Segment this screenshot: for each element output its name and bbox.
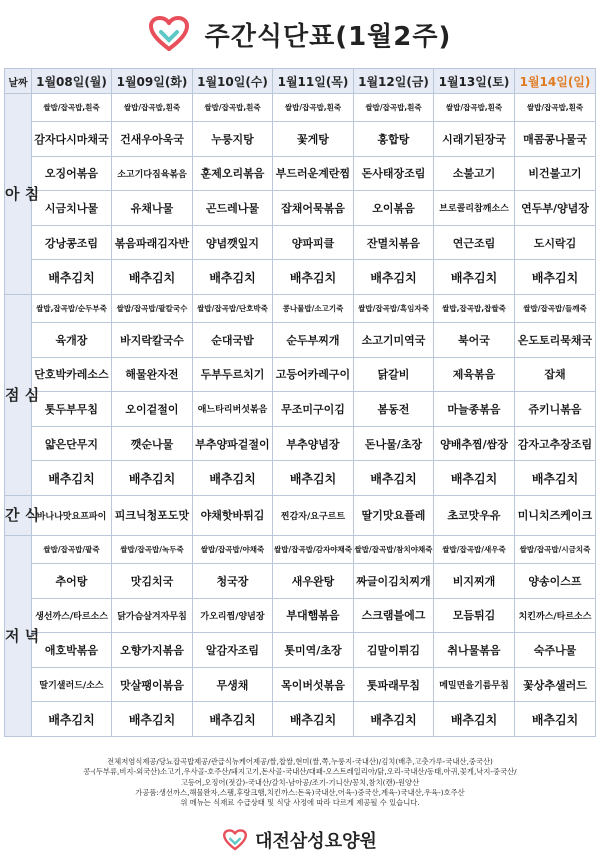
footer-line: 전체저염식제공/당뇨잡곡밥제공/관급식뉴케어제공/쌀,찹쌀,현미(쌀,쪽,누룽지-국내산)/김치(배추,고춧가루-국내산,중국산) bbox=[107, 757, 493, 766]
menu-cell: 비지찌개 bbox=[434, 563, 515, 598]
menu-cell: 배추김치 bbox=[354, 260, 434, 295]
menu-cell: 단호박카레소스 bbox=[32, 357, 112, 392]
menu-cell: 시래기된장국 bbox=[434, 122, 515, 157]
menu-cell: 배추김치 bbox=[515, 260, 596, 295]
menu-cell: 맛김치국 bbox=[112, 563, 193, 598]
menu-cell: 배추김치 bbox=[112, 461, 193, 496]
menu-cell: 북어국 bbox=[434, 322, 515, 357]
menu-cell: 부드러운계란찜 bbox=[273, 156, 354, 191]
dinner-row bbox=[5, 563, 596, 598]
lunch-row bbox=[5, 294, 596, 322]
menu-cell: 시금치나물 bbox=[32, 191, 112, 226]
menu-cell: 야채핫바튀김 bbox=[193, 495, 273, 535]
day-header: 1월13일(토) bbox=[434, 69, 515, 94]
menu-cell: 미니치즈케이크 bbox=[515, 495, 596, 535]
menu-cell: 배추김치 bbox=[32, 260, 112, 295]
menu-cell: 꽃상추샐러드 bbox=[515, 667, 596, 702]
menu-cell: 청국장 bbox=[193, 563, 273, 598]
menu-cell: 쌀밥/잡곡밥/참치야채죽 bbox=[354, 535, 434, 563]
menu-cell: 잡채어묵볶음 bbox=[273, 191, 354, 226]
menu-cell: 배추김치 bbox=[193, 461, 273, 496]
menu-cell: 배추김치 bbox=[273, 702, 354, 737]
menu-cell: 쌀밥/잡곡밥,흰죽 bbox=[273, 94, 354, 122]
menu-cell: 바나나맛요프파이 bbox=[32, 495, 112, 535]
menu-cell: 톳미역/초장 bbox=[273, 633, 354, 668]
menu-cell: 배추김치 bbox=[193, 702, 273, 737]
menu-cell: 닭가슴살겨자무침 bbox=[112, 598, 193, 633]
menu-cell: 쌀밥/잡곡밥/새우죽 bbox=[434, 535, 515, 563]
menu-cell: 브로콜리참깨소스 bbox=[434, 191, 515, 226]
menu-cell: 잡채 bbox=[515, 357, 596, 392]
menu-cell: 볶음파래김자반 bbox=[112, 225, 193, 260]
menu-cell: 순두부찌개 bbox=[273, 322, 354, 357]
footer-line: 가공품:생선까스,해물완자,스팸,후랑크햄,치킨까스:돈육)국내산,어육-)중국산,계육-)국내산,우육-)호주산 bbox=[135, 788, 465, 798]
menu-cell: 홍합탕 bbox=[354, 122, 434, 157]
menu-cell: 양념깻잎지 bbox=[193, 225, 273, 260]
menu-cell: 배추김치 bbox=[273, 461, 354, 496]
dinner-row bbox=[5, 667, 596, 702]
menu-cell: 피크닉청포도맛 bbox=[112, 495, 193, 535]
heart-logo-icon bbox=[149, 16, 189, 52]
menu-cell: 톳파래무침 bbox=[354, 667, 434, 702]
dinner-row bbox=[5, 633, 596, 668]
lunch-row bbox=[5, 357, 596, 392]
lunch-row bbox=[5, 392, 596, 427]
dinner-row bbox=[5, 702, 596, 737]
menu-cell: 취나물볶음 bbox=[434, 633, 515, 668]
menu-cell: 쌀밥/잡곡밥,흰죽 bbox=[32, 94, 112, 122]
footer-line: 위 메뉴는 식재료 수급상태 및 식당 사정에 따라 다르게 제공될 수 있습니다. bbox=[180, 798, 420, 808]
menu-cell: 쌀밥/잡곡밥/녹두죽 bbox=[112, 535, 193, 563]
menu-cell: 돈사태장조림 bbox=[354, 156, 434, 191]
menu-cell: 오향가지볶음 bbox=[112, 633, 193, 668]
day-header: 1월08일(월) bbox=[32, 69, 112, 94]
menu-cell: 매콤콩나물국 bbox=[515, 122, 596, 157]
menu-cell: 쌀밥/잡곡밥/야채죽 bbox=[193, 535, 273, 563]
menu-cell: 건새우아욱국 bbox=[112, 122, 193, 157]
menu-cell: 맛살팽이볶음 bbox=[112, 667, 193, 702]
breakfast-row bbox=[5, 156, 596, 191]
menu-cell: 온도토리묵채국 bbox=[515, 322, 596, 357]
menu-cell: 찐감자/요구르트 bbox=[273, 495, 354, 535]
menu-cell: 배추김치 bbox=[112, 702, 193, 737]
menu-cell: 쌀밥/잡곡밥/흑임자죽 bbox=[354, 294, 434, 322]
day-header: 1월14일(일) bbox=[515, 69, 596, 94]
menu-cell: 배추김치 bbox=[515, 461, 596, 496]
lunch-row bbox=[5, 426, 596, 461]
menu-cell: 톳두부무침 bbox=[32, 392, 112, 427]
menu-cell: 애느타리버섯볶음 bbox=[193, 392, 273, 427]
day-header: 1월12일(금) bbox=[354, 69, 434, 94]
dinner-row bbox=[5, 598, 596, 633]
menu-cell: 부추양파겉절이 bbox=[193, 426, 273, 461]
menu-cell: 생선까스/타르소스 bbox=[32, 598, 112, 633]
menu-cell: 잔멸치볶음 bbox=[354, 225, 434, 260]
menu-cell: 쌀밥/잡곡밥/팥칼국수 bbox=[112, 294, 193, 322]
menu-cell: 해물완자전 bbox=[112, 357, 193, 392]
breakfast-row bbox=[5, 225, 596, 260]
menu-cell: 오징어볶음 bbox=[32, 156, 112, 191]
brand-footer bbox=[0, 822, 600, 858]
menu-cell: 바지락칼국수 bbox=[112, 322, 193, 357]
menu-cell: 스크램블에그 bbox=[354, 598, 434, 633]
menu-cell: 양송이스프 bbox=[515, 563, 596, 598]
menu-cell: 쌀밥/잡곡밥,흰죽 bbox=[193, 94, 273, 122]
footer-line: 콩-(두부류,비지-외국산)소고기,우사골-호주산/돼지고기,돈사골-국내산/대패-오스트레일리아/닭,오리-국내산/동태,아귀,꽃게,낙지-중국산/ bbox=[83, 767, 517, 777]
menu-cell: 쌀밥/잡곡밥/들깨죽 bbox=[515, 294, 596, 322]
menu-cell: 훈제오리볶음 bbox=[193, 156, 273, 191]
menu-cell: 누룽지탕 bbox=[193, 122, 273, 157]
menu-cell: 연두부/양념장 bbox=[515, 191, 596, 226]
page-title: 주간식단표(1월2주) bbox=[204, 21, 452, 52]
header-row bbox=[5, 69, 596, 94]
footer-line: 고등어,오징어(젓갈)-국내산/갈치-남아공/조기-기니산/꽁치,참치(캔)-원양산 bbox=[180, 777, 420, 787]
breakfast-row bbox=[5, 94, 596, 122]
menu-cell: 연근조림 bbox=[434, 225, 515, 260]
menu-cell: 배추김치 bbox=[32, 461, 112, 496]
menu-cell: 봄동전 bbox=[354, 392, 434, 427]
menu-cell: 김말이튀김 bbox=[354, 633, 434, 668]
menu-cell: 배추김치 bbox=[354, 702, 434, 737]
menu-cell: 양배추찜/쌈장 bbox=[434, 426, 515, 461]
menu-cell: 무조미구이김 bbox=[273, 392, 354, 427]
menu-cell: 돈나물/초장 bbox=[354, 426, 434, 461]
menu-cell: 제육볶음 bbox=[434, 357, 515, 392]
menu-cell: 소불고기 bbox=[434, 156, 515, 191]
menu-cell: 감자고추장조림 bbox=[515, 426, 596, 461]
menu-cell: 고등어카레구이 bbox=[273, 357, 354, 392]
menu-cell: 마늘종볶음 bbox=[434, 392, 515, 427]
menu-cell: 쌀밥/잡곡밥,흰죽 bbox=[112, 94, 193, 122]
menu-cell: 두부두르치기 bbox=[193, 357, 273, 392]
menu-cell: 쌀밥,잡곡밥/순두부죽 bbox=[32, 294, 112, 322]
menu-cell: 쌀밥/잡곡밥,흰죽 bbox=[434, 94, 515, 122]
menu-cell: 배추김치 bbox=[515, 702, 596, 737]
snack-label: 간 식 bbox=[5, 495, 32, 535]
menu-cell: 무생채 bbox=[193, 667, 273, 702]
menu-cell: 목이버섯볶음 bbox=[273, 667, 354, 702]
lunch-row bbox=[5, 322, 596, 357]
menu-cell: 양파피클 bbox=[273, 225, 354, 260]
menu-cell: 딸기샐러드/소스 bbox=[32, 667, 112, 702]
menu-cell: 소고기미역국 bbox=[354, 322, 434, 357]
lunch-label: 점 심 bbox=[5, 294, 32, 495]
day-header: 1월10일(수) bbox=[193, 69, 273, 94]
menu-cell: 꽃게탕 bbox=[273, 122, 354, 157]
menu-cell: 부추양념장 bbox=[273, 426, 354, 461]
dinner-label: 저 녁 bbox=[5, 535, 32, 736]
heart-logo-icon bbox=[223, 829, 247, 851]
breakfast-row bbox=[5, 191, 596, 226]
menu-cell: 얇은단무지 bbox=[32, 426, 112, 461]
menu-cell: 배추김치 bbox=[434, 702, 515, 737]
menu-cell: 추어탕 bbox=[32, 563, 112, 598]
menu-cell: 배추김치 bbox=[32, 702, 112, 737]
menu-cell: 짜글이김치찌개 bbox=[354, 563, 434, 598]
menu-cell: 순대국밥 bbox=[193, 322, 273, 357]
brand-name: 대전삼성요양원 bbox=[255, 831, 377, 852]
menu-cell: 부대햄볶음 bbox=[273, 598, 354, 633]
menu-cell: 숙주나물 bbox=[515, 633, 596, 668]
menu-cell: 새우완탕 bbox=[273, 563, 354, 598]
menu-cell: 초코맛우유 bbox=[434, 495, 515, 535]
lunch-row bbox=[5, 461, 596, 496]
dinner-row bbox=[5, 535, 596, 563]
menu-cell: 쌀밥/잡곡밥,흰죽 bbox=[354, 94, 434, 122]
menu-cell: 배추김치 bbox=[112, 260, 193, 295]
menu-cell: 쌀밥/잡곡밥/감자야채죽 bbox=[273, 535, 354, 563]
title-bar bbox=[0, 0, 600, 68]
menu-cell: 쌀밥,잡곡밥,찹쌀죽 bbox=[434, 294, 515, 322]
menu-cell: 콩나물밥/소고기죽 bbox=[273, 294, 354, 322]
menu-cell: 오이겉절이 bbox=[112, 392, 193, 427]
menu-cell: 깻순나물 bbox=[112, 426, 193, 461]
menu-cell: 비건불고기 bbox=[515, 156, 596, 191]
menu-cell: 닭갈비 bbox=[354, 357, 434, 392]
menu-cell: 소고기다짐육볶음 bbox=[112, 156, 193, 191]
menu-cell: 쌀밥/잡곡밥/시금치죽 bbox=[515, 535, 596, 563]
menu-cell: 애호박볶음 bbox=[32, 633, 112, 668]
menu-cell: 딸기맛요플레 bbox=[354, 495, 434, 535]
breakfast-row bbox=[5, 260, 596, 295]
menu-cell: 알감자조림 bbox=[193, 633, 273, 668]
menu-cell: 치킨까스/타르소스 bbox=[515, 598, 596, 633]
footer-notes bbox=[0, 757, 600, 819]
date-corner-label: 날짜 bbox=[5, 69, 32, 94]
menu-cell: 메밀면을기름무침 bbox=[434, 667, 515, 702]
menu-cell: 배추김치 bbox=[193, 260, 273, 295]
breakfast-row bbox=[5, 122, 596, 157]
menu-cell: 가오리찜/양념장 bbox=[193, 598, 273, 633]
menu-cell: 쌀밥/잡곡밥,흰죽 bbox=[515, 94, 596, 122]
menu-table bbox=[4, 68, 596, 737]
menu-cell: 쥬키니볶음 bbox=[515, 392, 596, 427]
menu-cell: 강낭콩조림 bbox=[32, 225, 112, 260]
menu-cell: 배추김치 bbox=[354, 461, 434, 496]
menu-cell: 오이볶음 bbox=[354, 191, 434, 226]
menu-cell: 육개장 bbox=[32, 322, 112, 357]
menu-cell: 쌀밥/잡곡밥/팥죽 bbox=[32, 535, 112, 563]
breakfast-label: 아 침 bbox=[5, 94, 32, 295]
menu-cell: 도시락김 bbox=[515, 225, 596, 260]
menu-cell: 모듬튀김 bbox=[434, 598, 515, 633]
snack-row bbox=[5, 495, 596, 535]
menu-cell: 배추김치 bbox=[434, 461, 515, 496]
day-header: 1월11일(목) bbox=[273, 69, 354, 94]
menu-cell: 유채나물 bbox=[112, 191, 193, 226]
menu-cell: 곤드레나물 bbox=[193, 191, 273, 226]
menu-cell: 감자다시마채국 bbox=[32, 122, 112, 157]
menu-cell: 배추김치 bbox=[273, 260, 354, 295]
menu-cell: 배추김치 bbox=[434, 260, 515, 295]
day-header: 1월09일(화) bbox=[112, 69, 193, 94]
menu-cell: 쌀밥/잡곡밥/단호박죽 bbox=[193, 294, 273, 322]
